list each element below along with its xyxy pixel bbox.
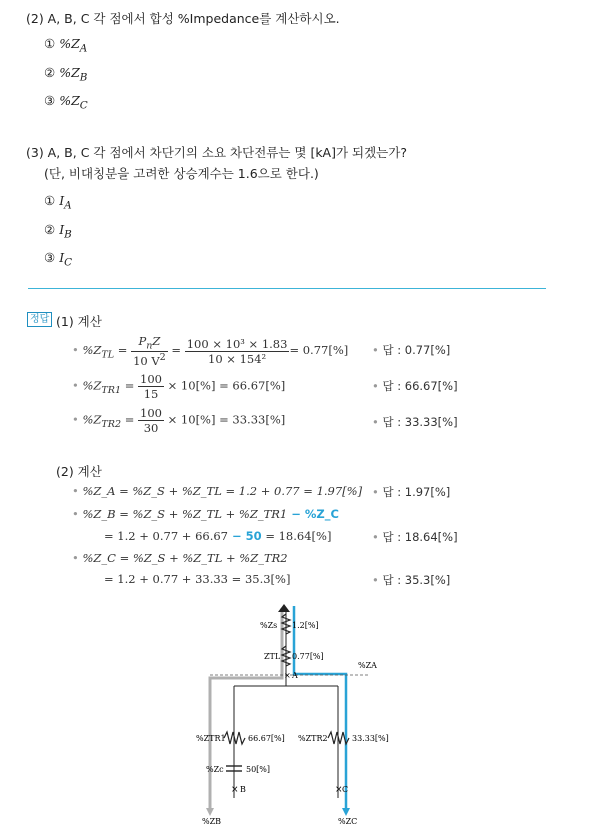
zc-out-label: %ZC (338, 817, 358, 826)
section-divider (28, 288, 546, 289)
q3-note: (단, 비대칭분을 고려한 상승계수는 1.6으로 한다.) (44, 166, 319, 181)
q2-option-c: ③ $\%Z_C$ (44, 93, 88, 112)
answer-za: • 답 : 1.97[%] (372, 485, 451, 499)
tr2-value: 33.33[%] (352, 734, 389, 743)
source-arrow-icon (278, 604, 290, 612)
point-a-label: A (292, 671, 298, 680)
eq-ztl: • $\%Z_{TL}$ = $\frac{P_nZ}{10 V^2}$ = $\frac{\text{100 × 10³ × 1.83}}{\text{10 × 154²}}$ = 0.77[%] (72, 334, 349, 369)
eq-ztr1: • $\%Z_{TR1}$ = $\frac{100}{15}$ × 10[%] = 66.67[%] (72, 372, 286, 401)
answer-ztr1: • 답 : 66.67[%] (372, 379, 458, 393)
path-to-b (210, 608, 282, 810)
eq-zc-calc: = 1.2 + 0.77 + 33.33 = 35.3[%] (104, 572, 291, 586)
q3-option-a: ① $I_A$ (44, 193, 72, 212)
tr1-value: 66.67[%] (248, 734, 285, 743)
answer-zb: • 답 : 18.64[%] (372, 530, 458, 544)
point-c-label: C (342, 785, 349, 794)
za-label: %ZA (358, 661, 377, 670)
tr2-label: %ZTR2 (298, 734, 328, 743)
answer-tag: 정답 (27, 312, 52, 327)
ztl-label: ZTL (264, 652, 281, 661)
eq-za: • %Z_A = %Z_S + %Z_TL = 1.2 + 0.77 = 1.97[%] (72, 484, 363, 498)
eq-zb-calc: = 1.2 + 0.77 + 66.67 − 50 = 18.64[%] (104, 529, 332, 543)
q3-title: (3) A, B, C 각 점에서 차단기의 소요 차단전류는 몇 [kA]가 되겠는가? (26, 145, 407, 160)
zs-label: %Zs (260, 621, 278, 630)
arrow-b-icon (206, 808, 214, 816)
point-b-marker: × (231, 785, 239, 795)
point-c-marker: × (335, 785, 343, 795)
answer-ztr2: • 답 : 33.33[%] (372, 415, 458, 429)
part2-heading: (2) 계산 (56, 464, 102, 479)
answer-zc: • 답 : 35.3[%] (372, 573, 451, 587)
q2-option-a: ① $\%Z_A$ (44, 36, 88, 55)
ztl-value: 0.77[%] (292, 652, 324, 661)
eq-zb: • %Z_B = %Z_S + %Z_TL + %Z_TR1 − %Z_C (72, 507, 339, 521)
part1-heading: (1) 계산 (56, 314, 102, 329)
eq-zc: • %Z_C = %Z_S + %Z_TL + %Z_TR2 (72, 551, 288, 565)
zc-label: %Zc (206, 765, 224, 774)
point-b-label: B (240, 785, 246, 794)
zs-value: 1.2[%] (292, 621, 319, 630)
q2-option-b: ② $\%Z_B$ (44, 65, 88, 84)
tr1-label: %ZTR1 (196, 734, 226, 743)
q2-title: (2) A, B, C 각 점에서 합성 %Impedance를 계산하시오. (26, 11, 340, 26)
zc-value: 50[%] (246, 765, 271, 774)
zb-out-label: %ZB (202, 817, 222, 826)
eq-ztr2: • $\%Z_{TR2}$ = $\frac{100}{30}$ × 10[%] = 33.33[%] (72, 406, 286, 435)
q3-option-c: ③ $I_C$ (44, 250, 73, 269)
point-a-marker: × (284, 671, 291, 680)
arrow-c-icon (342, 808, 350, 816)
q3-option-b: ② $I_B$ (44, 222, 72, 241)
impedance-diagram (190, 598, 410, 828)
answer-ztl: • 답 : 0.77[%] (372, 343, 451, 357)
